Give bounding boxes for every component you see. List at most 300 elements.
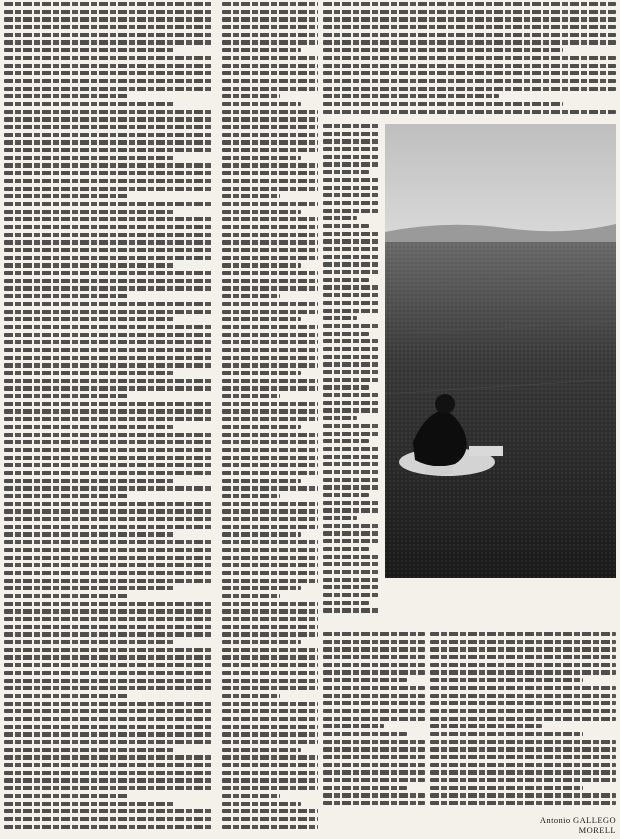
text-line — [222, 225, 318, 229]
text-line — [222, 732, 318, 736]
text-line — [222, 763, 318, 767]
text-line — [222, 217, 318, 221]
text-line — [4, 179, 212, 183]
text-line — [222, 156, 301, 160]
text-line — [323, 301, 379, 305]
text-line — [222, 755, 318, 759]
text-line — [323, 655, 425, 659]
text-line — [222, 64, 318, 68]
text-line — [323, 285, 379, 289]
text-line — [323, 193, 379, 197]
text-line — [222, 25, 318, 29]
text-line — [222, 602, 318, 606]
text-line — [323, 408, 379, 412]
text-line — [222, 679, 318, 683]
text-line — [222, 194, 280, 198]
text-line — [4, 502, 212, 506]
text-line — [323, 132, 379, 136]
text-line — [323, 56, 616, 60]
text-line — [4, 348, 212, 352]
text-line — [222, 809, 318, 813]
text-line — [4, 356, 212, 360]
text-line — [4, 394, 129, 398]
text-line — [4, 748, 175, 752]
text-line — [222, 248, 318, 252]
text-column-top — [323, 2, 616, 117]
text-line — [323, 793, 425, 797]
text-line — [323, 147, 379, 151]
text-line — [323, 71, 616, 75]
text-line — [323, 709, 425, 713]
text-column-5 — [430, 632, 616, 809]
text-line — [323, 555, 379, 559]
text-line — [222, 663, 318, 667]
text-line — [222, 571, 318, 575]
text-line — [4, 17, 212, 21]
text-line — [222, 579, 318, 583]
text-line — [323, 732, 407, 736]
text-line — [323, 362, 379, 366]
text-line — [4, 371, 175, 375]
text-line — [222, 325, 318, 329]
text-line — [323, 2, 616, 6]
text-line — [222, 256, 318, 260]
text-line — [222, 802, 301, 806]
text-line — [222, 171, 318, 175]
text-line — [4, 732, 212, 736]
text-line — [4, 317, 175, 321]
text-line — [222, 586, 301, 590]
text-line — [222, 133, 318, 137]
text-line — [222, 509, 318, 513]
text-line — [323, 87, 616, 91]
text-line — [323, 332, 369, 336]
text-line — [4, 302, 212, 306]
text-line — [222, 371, 301, 375]
text-line — [323, 578, 379, 582]
text-line — [430, 724, 542, 728]
text-line — [222, 10, 318, 14]
text-line — [222, 702, 318, 706]
text-line — [323, 94, 499, 98]
text-line — [4, 525, 212, 529]
text-line — [430, 670, 616, 674]
text-line — [222, 771, 318, 775]
text-line — [4, 663, 212, 667]
text-line — [4, 87, 212, 91]
text-line — [4, 156, 175, 160]
text-line — [222, 233, 318, 237]
text-line — [222, 794, 280, 798]
text-line — [323, 255, 379, 259]
text-line — [222, 632, 318, 636]
text-line — [323, 401, 379, 405]
text-line — [222, 2, 318, 6]
text-line — [4, 640, 175, 644]
text-line — [222, 340, 318, 344]
text-line — [4, 609, 212, 613]
text-line — [222, 110, 318, 114]
text-line — [4, 771, 212, 775]
text-line — [4, 64, 212, 68]
text-line — [4, 632, 212, 636]
text-line — [430, 786, 583, 790]
text-line — [222, 17, 318, 21]
text-line — [323, 770, 425, 774]
text-line — [222, 102, 301, 106]
text-line — [4, 256, 212, 260]
text-line — [4, 194, 129, 198]
text-line — [323, 270, 379, 274]
text-line — [323, 740, 425, 744]
text-line — [222, 825, 318, 829]
text-line — [222, 379, 318, 383]
text-line — [222, 548, 318, 552]
text-line — [323, 516, 357, 520]
text-line — [222, 179, 318, 183]
text-line — [323, 186, 379, 190]
text-line — [323, 10, 616, 14]
text-line — [323, 110, 616, 114]
text-line — [4, 755, 212, 759]
text-line — [222, 240, 318, 244]
text-line — [4, 386, 212, 390]
text-line — [222, 40, 318, 44]
text-line — [222, 263, 301, 267]
text-line — [323, 608, 379, 612]
text-line — [323, 339, 379, 343]
text-line — [222, 56, 318, 60]
text-line — [323, 40, 616, 44]
text-line — [430, 747, 616, 751]
text-line — [222, 148, 318, 152]
text-line — [4, 79, 212, 83]
text-column-3 — [323, 124, 379, 616]
text-line — [323, 493, 369, 497]
text-line — [222, 502, 318, 506]
text-line — [323, 216, 357, 220]
text-line — [4, 433, 212, 437]
text-line — [222, 456, 318, 460]
text-line — [323, 632, 425, 636]
text-line — [323, 424, 379, 428]
text-line — [323, 124, 379, 128]
text-line — [323, 209, 379, 213]
text-line — [4, 694, 129, 698]
text-column-1 — [4, 2, 212, 832]
text-line — [4, 479, 175, 483]
text-line — [222, 517, 318, 521]
text-line — [222, 271, 318, 275]
text-line — [323, 640, 425, 644]
text-line — [4, 71, 212, 75]
text-line — [4, 556, 212, 560]
text-line — [323, 470, 379, 474]
text-line — [222, 433, 318, 437]
text-line — [323, 478, 379, 482]
text-line — [323, 508, 379, 512]
text-line — [430, 663, 616, 667]
text-line — [222, 686, 318, 690]
text-line — [4, 248, 212, 252]
text-line — [4, 448, 212, 452]
text-line — [222, 202, 318, 206]
text-line — [4, 233, 212, 237]
text-line — [323, 355, 379, 359]
text-line — [4, 217, 212, 221]
text-line — [222, 525, 318, 529]
text-line — [323, 717, 425, 721]
text-line — [323, 432, 379, 436]
text-line — [222, 725, 318, 729]
text-line — [4, 102, 175, 106]
text-line — [4, 240, 212, 244]
text-line — [222, 71, 318, 75]
text-line — [323, 102, 563, 106]
text-line — [4, 702, 212, 706]
text-line — [430, 655, 616, 659]
text-line — [222, 363, 318, 367]
text-line — [323, 763, 425, 767]
text-line — [4, 686, 212, 690]
text-line — [323, 786, 407, 790]
text-line — [4, 471, 212, 475]
text-line — [430, 701, 616, 705]
text-line — [4, 417, 212, 421]
text-line — [323, 347, 379, 351]
text-line — [222, 409, 318, 413]
text-line — [4, 202, 212, 206]
text-line — [430, 647, 616, 651]
text-line — [4, 40, 212, 44]
text-line — [430, 755, 616, 759]
text-line — [323, 262, 379, 266]
text-line — [323, 309, 379, 313]
text-line — [323, 678, 407, 682]
text-column-4 — [323, 632, 425, 809]
text-line — [222, 640, 301, 644]
text-line — [323, 701, 425, 705]
text-line — [4, 509, 212, 513]
text-line — [430, 694, 616, 698]
text-line — [4, 740, 212, 744]
text-line — [4, 778, 212, 782]
text-line — [323, 79, 616, 83]
text-line — [323, 663, 425, 667]
text-line — [323, 324, 379, 328]
text-line — [4, 286, 212, 290]
text-line — [430, 632, 616, 636]
text-line — [4, 563, 212, 567]
text-line — [4, 594, 129, 598]
text-line — [4, 402, 212, 406]
text-line — [4, 294, 129, 298]
text-line — [323, 439, 369, 443]
text-line — [323, 562, 379, 566]
text-line — [222, 286, 318, 290]
text-line — [323, 455, 379, 459]
text-line — [323, 64, 616, 68]
text-line — [222, 425, 301, 429]
text-line — [222, 448, 318, 452]
text-line — [222, 440, 318, 444]
text-line — [222, 163, 318, 167]
text-line — [323, 585, 379, 589]
text-line — [222, 486, 318, 490]
text-line — [222, 648, 318, 652]
text-line — [323, 547, 369, 551]
text-line — [222, 817, 318, 821]
text-line — [323, 670, 425, 674]
text-line — [323, 232, 379, 236]
text-line — [4, 271, 212, 275]
text-line — [4, 456, 212, 460]
text-line — [4, 425, 175, 429]
text-line — [323, 201, 379, 205]
text-line — [4, 648, 212, 652]
text-line — [4, 48, 175, 52]
text-line — [4, 602, 212, 606]
text-line — [323, 686, 425, 690]
text-line — [4, 494, 129, 498]
text-line — [222, 479, 301, 483]
text-line — [4, 263, 175, 267]
text-line — [222, 671, 318, 675]
text-line — [222, 563, 318, 567]
text-line — [4, 625, 212, 629]
text-line — [4, 148, 212, 152]
text-line — [222, 117, 318, 121]
text-line — [323, 601, 369, 605]
text-line — [4, 532, 175, 536]
text-line — [430, 801, 616, 805]
text-line — [222, 540, 318, 544]
text-line — [4, 617, 212, 621]
text-line — [4, 210, 175, 214]
text-line — [222, 302, 318, 306]
text-line — [4, 655, 212, 659]
text-line — [323, 778, 425, 782]
text-line — [323, 33, 616, 37]
text-line — [4, 33, 212, 37]
text-line — [4, 709, 212, 713]
text-line — [430, 678, 583, 682]
text-line — [323, 378, 379, 382]
text-line — [4, 817, 212, 821]
text-line — [4, 679, 212, 683]
text-line — [4, 586, 175, 590]
text-line — [222, 210, 301, 214]
text-line — [4, 325, 212, 329]
text-line — [4, 171, 212, 175]
text-line — [323, 393, 379, 397]
text-line — [4, 225, 212, 229]
text-line — [4, 279, 212, 283]
text-line — [222, 617, 318, 621]
text-line — [222, 740, 318, 744]
text-line — [323, 178, 379, 182]
text-line — [222, 494, 280, 498]
text-line — [4, 763, 212, 767]
text-line — [4, 409, 212, 413]
text-line — [4, 340, 212, 344]
text-line — [430, 763, 616, 767]
article-photo — [385, 124, 616, 578]
text-line — [222, 94, 280, 98]
text-line — [430, 793, 616, 797]
text-line — [323, 224, 369, 228]
text-line — [323, 501, 379, 505]
text-line — [222, 556, 318, 560]
text-line — [222, 33, 318, 37]
text-line — [4, 571, 212, 575]
text-line — [323, 247, 379, 251]
text-line — [4, 548, 212, 552]
text-line — [222, 79, 318, 83]
text-line — [222, 48, 301, 52]
text-line — [430, 717, 616, 721]
text-line — [4, 2, 212, 6]
text-line — [323, 278, 369, 282]
text-line — [222, 125, 318, 129]
text-line — [323, 801, 425, 805]
text-line — [4, 140, 212, 144]
text-line — [4, 579, 212, 583]
text-line — [323, 316, 357, 320]
text-line — [323, 694, 425, 698]
text-line — [323, 25, 616, 29]
text-line — [4, 187, 212, 191]
text-line — [222, 386, 318, 390]
text-line — [323, 447, 379, 451]
text-line — [4, 379, 212, 383]
text-line — [4, 440, 212, 444]
text-line — [222, 717, 318, 721]
text-line — [222, 748, 301, 752]
text-line — [222, 532, 301, 536]
text-line — [222, 594, 280, 598]
text-line — [430, 709, 616, 713]
text-line — [323, 531, 379, 535]
author-signature: Antonio GALLEGO MORELL — [539, 815, 616, 835]
text-line — [4, 125, 212, 129]
text-line — [222, 140, 318, 144]
text-line — [4, 725, 212, 729]
text-line — [4, 25, 212, 29]
text-line — [323, 539, 379, 543]
text-line — [323, 485, 379, 489]
text-line — [4, 717, 212, 721]
text-line — [323, 17, 616, 21]
text-line — [323, 385, 369, 389]
text-line — [323, 139, 379, 143]
text-line — [430, 770, 616, 774]
text-line — [323, 755, 425, 759]
text-line — [222, 394, 280, 398]
text-line — [430, 640, 616, 644]
text-line — [323, 747, 425, 751]
text-line — [323, 593, 379, 597]
text-column-2 — [222, 2, 318, 832]
text-line — [222, 625, 318, 629]
text-line — [4, 163, 212, 167]
text-line — [323, 647, 425, 651]
text-line — [222, 786, 318, 790]
text-line — [222, 348, 318, 352]
text-line — [4, 56, 212, 60]
text-line — [4, 133, 212, 137]
text-line — [4, 117, 212, 121]
